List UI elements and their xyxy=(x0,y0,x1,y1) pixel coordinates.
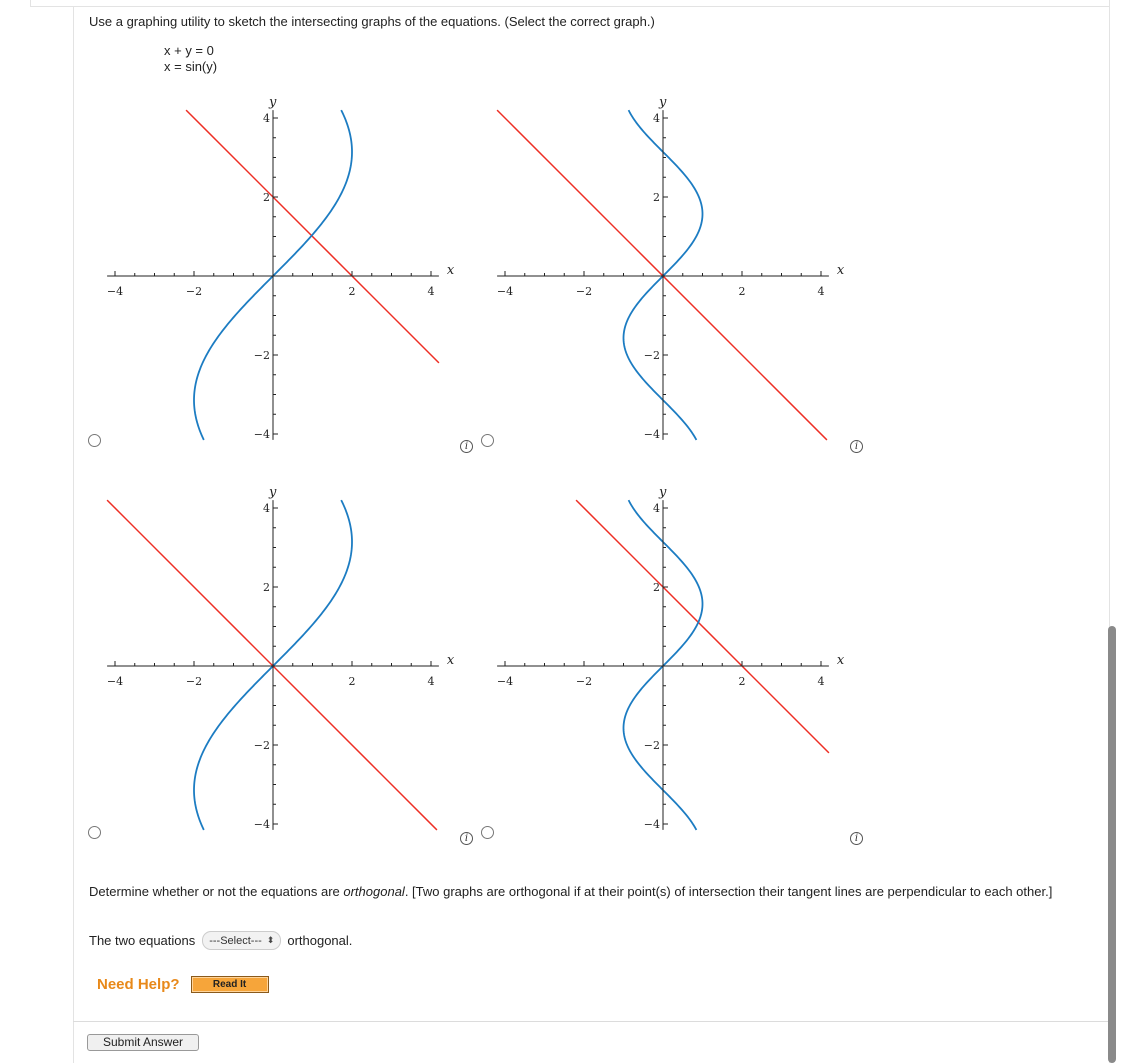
line-curve xyxy=(576,500,829,753)
x-tick-label: −2 xyxy=(185,285,203,298)
help-row xyxy=(97,976,269,993)
y-tick-label: −4 xyxy=(253,428,270,441)
x-axis-label: x xyxy=(836,653,845,668)
x-tick-label: −4 xyxy=(496,675,514,688)
x-tick-label: 2 xyxy=(738,675,746,688)
x-axis-label: x xyxy=(446,263,455,278)
y-tick-label: −2 xyxy=(643,739,660,752)
info-icon-c[interactable]: i xyxy=(460,832,473,845)
answer-suffix: orthogonal. xyxy=(287,933,353,948)
radio-option-c[interactable] xyxy=(88,826,101,839)
radio-option-d[interactable] xyxy=(481,826,494,839)
y-axis-label: y xyxy=(269,95,277,111)
graph-option-b xyxy=(490,88,850,448)
equations xyxy=(164,43,217,75)
line-curve xyxy=(497,110,827,440)
info-icon-d[interactable]: i xyxy=(850,832,863,845)
y-tick-label: 4 xyxy=(263,502,270,515)
y-tick-label: 4 xyxy=(263,112,270,125)
x-tick-label: 2 xyxy=(348,285,356,298)
line-curve xyxy=(107,500,437,830)
x-axis-label: x xyxy=(446,653,455,668)
radio-option-b[interactable] xyxy=(481,434,494,447)
info-icon-b[interactable]: i xyxy=(850,440,863,453)
x-axis-label: x xyxy=(836,263,845,278)
x-tick-label: −4 xyxy=(106,675,124,688)
y-axis-label: y xyxy=(659,95,667,111)
y-tick-label: −2 xyxy=(253,739,270,752)
y-tick-label: −4 xyxy=(643,428,660,441)
answer-prefix: The two equations xyxy=(89,933,196,948)
submit-answer-button[interactable]: Submit Answer xyxy=(87,1034,199,1051)
orthogonal-question xyxy=(89,883,1089,900)
graph-option-d xyxy=(490,478,850,838)
x-tick-label: −4 xyxy=(106,285,124,298)
y-axis-label: y xyxy=(659,485,667,501)
x-tick-label: −2 xyxy=(185,675,203,688)
select-value: ---Select--- xyxy=(209,934,262,947)
x-tick-label: −2 xyxy=(575,675,593,688)
y-tick-label: 2 xyxy=(653,191,660,204)
y-tick-label: 2 xyxy=(263,191,270,204)
x-tick-label: 4 xyxy=(427,285,435,298)
answer-row xyxy=(89,931,352,950)
y-tick-label: −4 xyxy=(253,818,270,831)
y-tick-label: −2 xyxy=(253,349,270,362)
y-tick-label: 2 xyxy=(653,581,660,594)
x-tick-label: −2 xyxy=(575,285,593,298)
graph-option-a xyxy=(100,88,460,448)
y-tick-label: −2 xyxy=(643,349,660,362)
equation-1: x + y = 0 xyxy=(164,43,214,58)
x-tick-label: 4 xyxy=(817,285,825,298)
x-tick-label: 4 xyxy=(427,675,435,688)
x-tick-label: 2 xyxy=(738,285,746,298)
radio-option-a[interactable] xyxy=(88,434,101,447)
question-prompt: Use a graphing utility to sketch the intersecting graphs of the equations. (Select the correct graph.) xyxy=(89,14,655,29)
need-help-label: Need Help? xyxy=(97,976,180,993)
para-text-2: . [Two graphs are orthogonal if at their point(s) of intersection their tangent lines are perpendicular to each other.] xyxy=(404,884,1053,899)
chevron-updown-icon: ⬍ xyxy=(266,935,275,945)
y-tick-label: 2 xyxy=(263,581,270,594)
y-tick-label: 4 xyxy=(653,502,660,515)
orthogonal-select[interactable] xyxy=(202,931,281,950)
para-text-1: Determine whether or not the equations are xyxy=(89,884,344,899)
x-tick-label: −4 xyxy=(496,285,514,298)
line-curve xyxy=(186,110,439,363)
y-tick-label: 4 xyxy=(653,112,660,125)
divider xyxy=(73,1021,1108,1022)
y-tick-label: −4 xyxy=(643,818,660,831)
scrollbar[interactable] xyxy=(1108,626,1116,1063)
x-tick-label: 2 xyxy=(348,675,356,688)
y-axis-label: y xyxy=(269,485,277,501)
read-it-button[interactable]: Read It xyxy=(191,976,269,993)
equation-2: x = sin(y) xyxy=(164,59,218,74)
info-icon-a[interactable]: i xyxy=(460,440,473,453)
graph-option-c xyxy=(100,478,460,838)
x-tick-label: 4 xyxy=(817,675,825,688)
para-emphasis: orthogonal xyxy=(343,884,405,899)
